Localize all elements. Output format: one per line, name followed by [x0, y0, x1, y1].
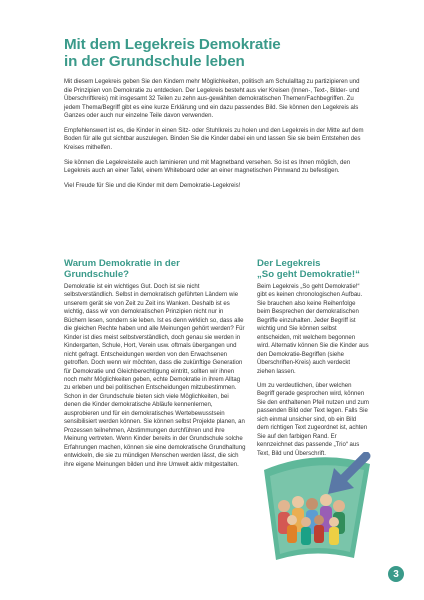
left-paragraph: Demokratie ist ein wichtiges Gut. Doch ist sie nicht selbstverständlich. Selbst in demokratisch geführten Ländern wie unserem gerät sie von Zeit zu Zeit ins Wanken. Deshalb ist es wichtig, dass wir von demokratischen Prinzipien nicht nur in Büchern lesen, sondern sie leben. Ist es denn wirklich so, dass alle die gleichen Rechte haben und alle Meinungen gehört werden? Für Kinder ist dies meist selbstverständlich, doch genau sie werden in Kindergarten, Schule, Hort, Verein usw. oftmals übergangen und nicht gefragt. Entscheidungen werden von den Erwachsenen getroffen. Doch wenn wir möchten, dass die zukünftige Generation für Demokratie und Gleichberechtigung eintritt, sollten wir ihnen noch mehr Möglichkeiten geben, echte Demokratie in ihrem Alltag zu erleben und bei politischen Entscheidungen mitzubestimmen. Schon in der Grundschule bieten sich viele Möglichkeiten, bei denen die Kinder demokratische Abläufe kennenlernen, ausprobieren und für ein demokratisches Wertebewusstsein sensibilisiert werden können. Sie können selbst Projekte planen, an Prozessen teilnehmen, Abstimmungen durchführen und ihre Meinung vertreten. Wenn Kinder bereits in der Grundschule solche Erfahrungen machen, können sie eine demokratische Grundhaltung entwickeln, die sie zu mündigen Menschen werden lässt, die sich ihre eigene Meinungen bilden und ihre Umwelt aktiv mitgestalten.: [64, 284, 246, 468]
legekreis-segment-children-illustration: [262, 452, 372, 564]
right-heading-line-2: „So geht Demokratie!“: [257, 269, 360, 280]
right-column-heading: [257, 258, 369, 280]
page-title: [64, 36, 384, 70]
intro-section: [64, 78, 364, 197]
intro-paragraph-4: Viel Freude für Sie und die Kinder mit dem Demokratie-Legekreis!: [64, 183, 241, 190]
title-line-1: Mit dem Legekreis Demokratie: [64, 36, 281, 53]
intro-paragraph-3: Sie können die Legekreisteile auch laminieren und mit Magnetband versehen. So ist es Ihnen möglich, den Legekreis auch an einer Tafel, einem Whiteboard oder an einer magnetischen Pinnwand zu befestigen.: [64, 159, 351, 175]
left-column: [64, 258, 246, 475]
page-number-badge: 3: [388, 566, 404, 582]
left-column-text: [64, 283, 246, 469]
title-line-2: in der Grundschule leben: [64, 53, 245, 70]
intro-paragraph-2: Empfehlenswert ist es, die Kinder in einen Sitz- oder Stuhlkreis zu holen und den Legekreis in der Mitte auf dem Boden für alle gut sichtbar auszulegen. Binden Sie die Kinder dabei ein und lassen Sie sie beim Entstehen des Kreises mithelfen.: [64, 127, 364, 152]
right-column-text: [257, 283, 369, 458]
right-heading-line-1: Der Legekreis: [257, 258, 321, 269]
left-column-heading: Warum Demokratie in der Grundschule?: [64, 258, 180, 280]
intro-paragraph-1: Mit diesem Legekreis geben Sie den Kindern mehr Möglichkeiten, politisch am Schulalltag zu partizipieren und die Prinzipien von Demokratie zu entdecken. Der Legekreis besteht aus vier Kreisen (Innen-, Text-, Bilder- und Überschriftkreis) mit insgesamt 32 Teilen zu zehn aus-gewählten demokratischen Themen/Fachbegriffen. Zu jedem Thema/Begriff gibt es eine kurze Erklärung und ein dazu passendes Bild. Sie können den Legekreis als Ganzes oder auch nur einzelne Teile davon verwenden.: [64, 79, 360, 120]
right-column: [257, 258, 369, 464]
right-paragraph-2: Um zu verdeutlichen, über welchen Begriff gerade gesprochen wird, können Sie den enthaltenen Pfeil nutzen und zum passenden Bild oder Text legen. Falls Sie sich einmal unsicher sind, ob ein Bild dem richtigen Text zugeordnet ist, achten Sie auf den farbigen Rand. Er kennzeichnet das passende „Trio“ aus Text, Bild und Überschrift.: [257, 382, 369, 457]
right-paragraph-1: Beim Legekreis „So geht Demokratie!“ gibt es keinen chronologischen Aufbau. Sie brauchen also keine Reihenfolge beim Besprechen der demokratischen Begriffe einzuhalten. Jeder Begriff ist wichtig und Sie können selbst entscheiden, mit welchem begonnen wird. Alternativ können Sie die Kinder aus den Demokratie-Begriffen (siehe Überschriften-Kreis) auch verdeckt ziehen lassen.: [257, 284, 369, 375]
